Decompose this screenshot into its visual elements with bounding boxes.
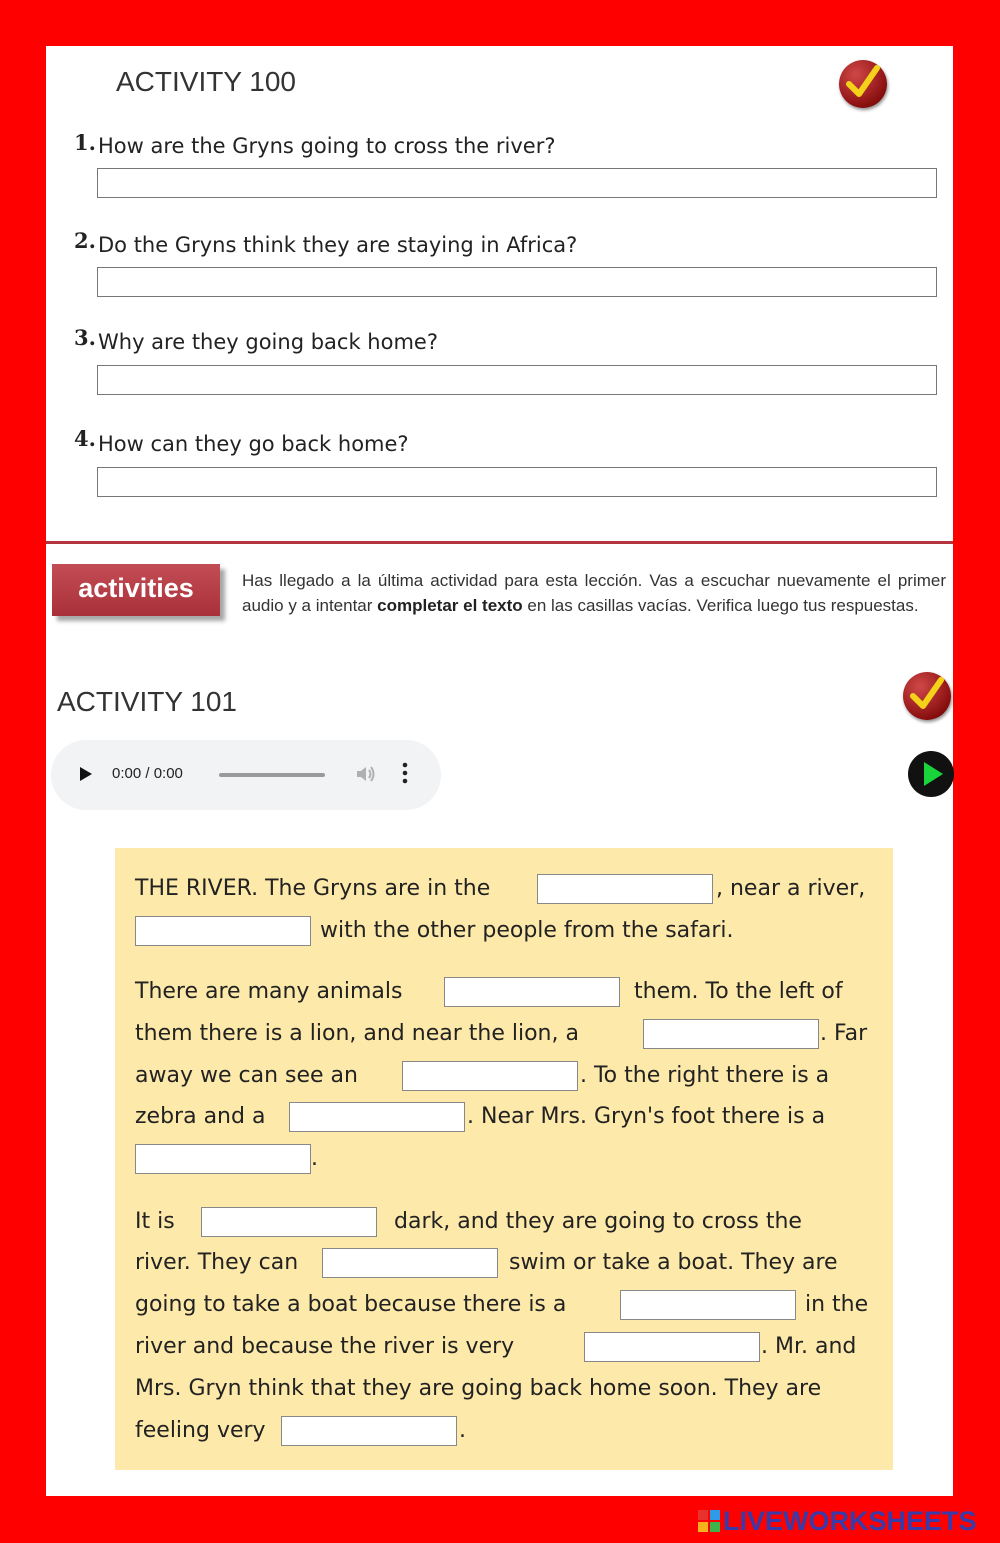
story-text: . To the right there is a bbox=[580, 1063, 830, 1088]
instructions-part-2: en las casillas vacías. Verifica luego tus respuestas. bbox=[522, 596, 919, 615]
story-text: , near a river, bbox=[716, 876, 866, 901]
story-text: them. To the left of bbox=[634, 979, 843, 1004]
question-text: Why are they going back home? bbox=[98, 330, 438, 354]
story-text: . Mr. and bbox=[761, 1334, 857, 1359]
more-options-icon[interactable] bbox=[402, 762, 408, 788]
blank-field[interactable] bbox=[643, 1019, 819, 1049]
play-icon[interactable] bbox=[79, 766, 93, 786]
blank-field[interactable] bbox=[135, 1144, 311, 1174]
instructions-part-1: Has llegado a la última actividad para esta lección. Vas a escuchar nuevamente el primer audio y a intentar bbox=[242, 571, 946, 615]
blank-field[interactable] bbox=[322, 1248, 498, 1278]
story-text: . Near Mrs. Gryn's foot there is a bbox=[467, 1104, 826, 1129]
play-audio-button[interactable] bbox=[908, 751, 954, 797]
story-text: with the other people from the safari. bbox=[320, 918, 734, 943]
activities-badge: activities bbox=[52, 564, 220, 616]
story-text: zebra and a bbox=[135, 1104, 266, 1129]
story-text: going to take a boat because there is a bbox=[135, 1292, 567, 1317]
story-text: THE RIVER. The Gryns are in the bbox=[135, 876, 491, 901]
blank-field[interactable] bbox=[135, 916, 311, 946]
story-text: in the bbox=[805, 1292, 869, 1317]
blank-field[interactable] bbox=[620, 1290, 796, 1320]
story-text: river and because the river is very bbox=[135, 1334, 515, 1359]
blank-field[interactable] bbox=[289, 1102, 465, 1132]
question-number: 3. bbox=[74, 325, 96, 350]
worksheet-page bbox=[46, 46, 953, 1496]
question-text: How are the Gryns going to cross the river? bbox=[98, 134, 556, 158]
story-text: There are many animals bbox=[135, 979, 403, 1004]
story-text-panel bbox=[115, 848, 893, 1470]
answer-field-1[interactable] bbox=[97, 168, 937, 198]
check-answers-icon[interactable] bbox=[839, 60, 887, 108]
story-text: dark, and they are going to cross the bbox=[394, 1209, 802, 1234]
story-text: feeling very bbox=[135, 1418, 266, 1443]
blank-field[interactable] bbox=[281, 1416, 457, 1446]
brand-name: LIVEWORKSHEETS bbox=[723, 1506, 977, 1536]
instructions-emphasis: completar el texto bbox=[377, 596, 523, 615]
instructions-text bbox=[242, 568, 946, 618]
audio-time: 0:00 / 0:00 bbox=[112, 765, 183, 782]
answer-field-3[interactable] bbox=[97, 365, 937, 395]
story-text: . bbox=[311, 1146, 318, 1171]
blank-field[interactable] bbox=[402, 1061, 578, 1091]
answer-field-2[interactable] bbox=[97, 267, 937, 297]
question-text: How can they go back home? bbox=[98, 432, 409, 456]
liveworksheets-logo-icon bbox=[698, 1510, 720, 1536]
story-text: river. They can bbox=[135, 1250, 299, 1275]
activity-101-title: ACTIVITY 101 bbox=[57, 686, 238, 717]
story-text: swim or take a boat. They are bbox=[509, 1250, 838, 1275]
blank-field[interactable] bbox=[201, 1207, 377, 1237]
activity-100-title: ACTIVITY 100 bbox=[116, 66, 297, 97]
answer-field-4[interactable] bbox=[97, 467, 937, 497]
story-text: away we can see an bbox=[135, 1063, 358, 1088]
question-text: Do the Gryns think they are staying in Africa? bbox=[98, 233, 578, 257]
story-text: It is bbox=[135, 1209, 175, 1234]
story-text: . Far bbox=[820, 1021, 868, 1046]
audio-progress-slider[interactable] bbox=[219, 773, 325, 777]
question-number: 1. bbox=[74, 130, 96, 155]
story-text: . bbox=[459, 1418, 466, 1443]
blank-field[interactable] bbox=[444, 977, 620, 1007]
section-divider bbox=[46, 541, 953, 544]
question-number: 2. bbox=[74, 228, 96, 253]
audio-player bbox=[51, 740, 441, 810]
story-text: Mrs. Gryn think that they are going back home soon. They are bbox=[135, 1376, 822, 1401]
question-number: 4. bbox=[74, 426, 96, 451]
story-text: them there is a lion, and near the lion, a bbox=[135, 1021, 579, 1046]
blank-field[interactable] bbox=[584, 1332, 760, 1362]
blank-field[interactable] bbox=[537, 874, 713, 904]
check-answers-icon[interactable] bbox=[903, 672, 951, 720]
volume-icon[interactable] bbox=[355, 764, 377, 788]
